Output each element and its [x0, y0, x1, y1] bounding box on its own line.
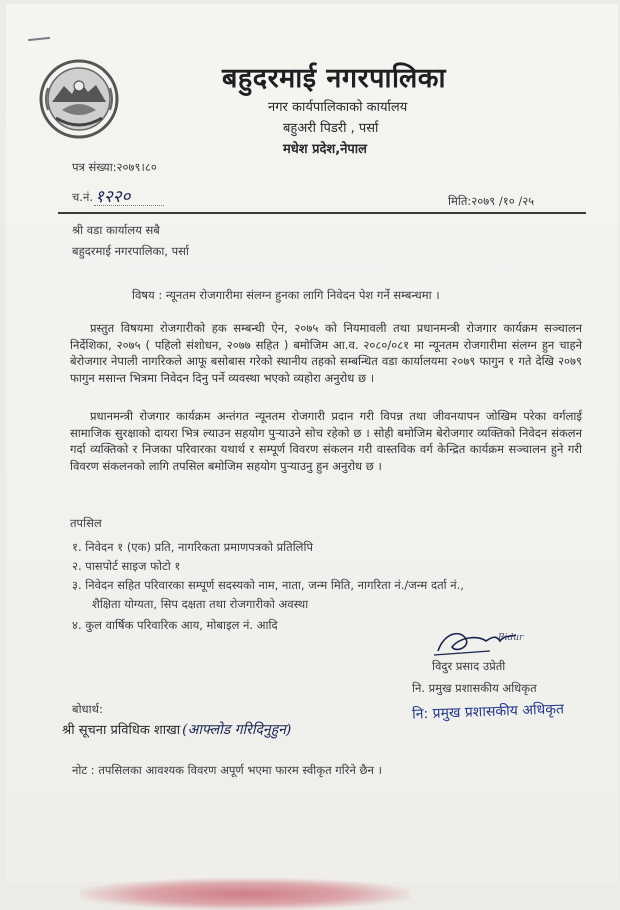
- tapsil-heading: तपसिल: [70, 516, 102, 530]
- tapsil-item-3-cont: शैक्षिता योग्यता, सिप दक्षता तथा रोजगारीको अवस्था: [92, 597, 309, 611]
- tapsil-item-2: २. पासपोर्ट साइज फोटो १: [72, 559, 181, 573]
- page-shadow: [80, 878, 410, 910]
- bodharth-handwritten: (आफ्लोड गरिदिनुहुन): [182, 722, 292, 738]
- letter-date: मिति:२०७९ /१० /२५: [448, 194, 535, 208]
- office-name: नगर कार्यपालिकाको कार्यालय: [268, 100, 408, 115]
- chalani-label: च.नं.: [72, 190, 93, 204]
- municipality-title: बहुदरमाई नगरपालिका: [222, 63, 447, 94]
- province-name: मधेश प्रदेश,नेपाल: [283, 142, 367, 157]
- bodharth-office: श्री सूचना प्रविधिक शाखा: [62, 723, 181, 738]
- office-address: बहुअरी पिडरी , पर्सा: [283, 121, 379, 136]
- bodharth-label: बोधार्थ:: [72, 702, 103, 716]
- tapsil-item-1: १. निवेदन १ (एक) प्रति, नागरिकता प्रमाणपत्रको प्रतिलिपि: [72, 540, 313, 554]
- nepal-government-emblem-icon: [38, 58, 120, 140]
- tapsil-item-4: ४. कुल वार्षिक परिवारिक आय, मोबाइल नं. आदि: [72, 618, 278, 632]
- recipient-line-1: श्री वडा कार्यालय सबै: [72, 223, 160, 237]
- footer-note: नोट : तपसिलका आवश्यक विवरण अपूर्ण भएमा फारम स्वीकृत गरिने छैन ।: [72, 763, 382, 777]
- chalani-underline: [94, 205, 164, 206]
- chalani-number: १२२०: [95, 187, 131, 207]
- signature-text: Bidur: [498, 633, 524, 643]
- recipient-line-2: बहुदरमाई नगरपालिका, पर्सा: [72, 244, 189, 258]
- header-divider: [58, 212, 586, 214]
- tapsil-item-3: ३. निवेदन सहित परिवारका सम्पूर्ण सदस्यको नाम, नाता, जन्म मिति, नागरिता नं./जन्म दर्ता नं.,: [72, 578, 464, 592]
- patra-sankhya: पत्र संख्या:२०७९।८०: [72, 160, 157, 174]
- official-stamp: नि: प्रमुख प्रशासकीय अधिकृत: [411, 701, 565, 723]
- subject-line: विषय : न्यूनतम रोजगारीमा संलग्न हुनका लागि निवेदन पेश गर्ने सम्बन्धमा ।: [132, 288, 440, 302]
- body-paragraph-1: प्रस्तुत विषयमा रोजगारीको हक सम्बन्धी ऐन, २०७५ को नियमावली तथा प्रधानमन्त्री रोजगार कार्यक्रम सञ्चालन निर्देशिका, २०७५ ( पहिलो संशोधन, २०७७ सहित ) बमोजिम आ.व. २०८०/०८१ मा न्यूनतम रोजगारीमा संलग्न हुन चाहने बेरोजगार नेपाली नागरिकले आफू बसोबास गरेको स्थानीय तहको सम्बन्धित वडा कार्यालयमा २०७९ फागुन १ गते देखि २०७९ फागुन मसान्त भित्रमा निवेदन दिनु पर्ने व्यवस्था भएको व्यहोरा अनुरोध छ ।: [70, 321, 582, 385]
- signatory-title: नि. प्रमुख प्रशासकीय अधिकृत: [412, 681, 537, 695]
- body-paragraph-2: प्रधानमन्त्री रोजगार कार्यक्रम अन्तंगत न्यूनतम रोजगारी प्रदान गरी विपन्न तथा जीवनयापन जोखिम परेका वर्गलाई सामाजिक सुरक्षाको दायरा भित्र ल्याउन सहयोग पुर्‍याउने सोच रहेको छ । सोही बमोजिम बेरोजगार व्यक्तिको निवेदन संकलन गर्दा व्यक्तिको र निजका परिवारका यथार्थ र सम्पूर्ण विवरण संकलन गरी वास्तविक वर्ग केन्द्रित कार्यक्रम सञ्चालन हुने गरी विवरण संकलनको लागि तपसिल बमोजिम सहयोग पुर्‍याउनु हुन अनुरोध छ ।: [70, 409, 582, 473]
- signatory-name: विदुर प्रसाद उप्रेती: [432, 659, 506, 673]
- bodharth-line: [62, 720, 291, 739]
